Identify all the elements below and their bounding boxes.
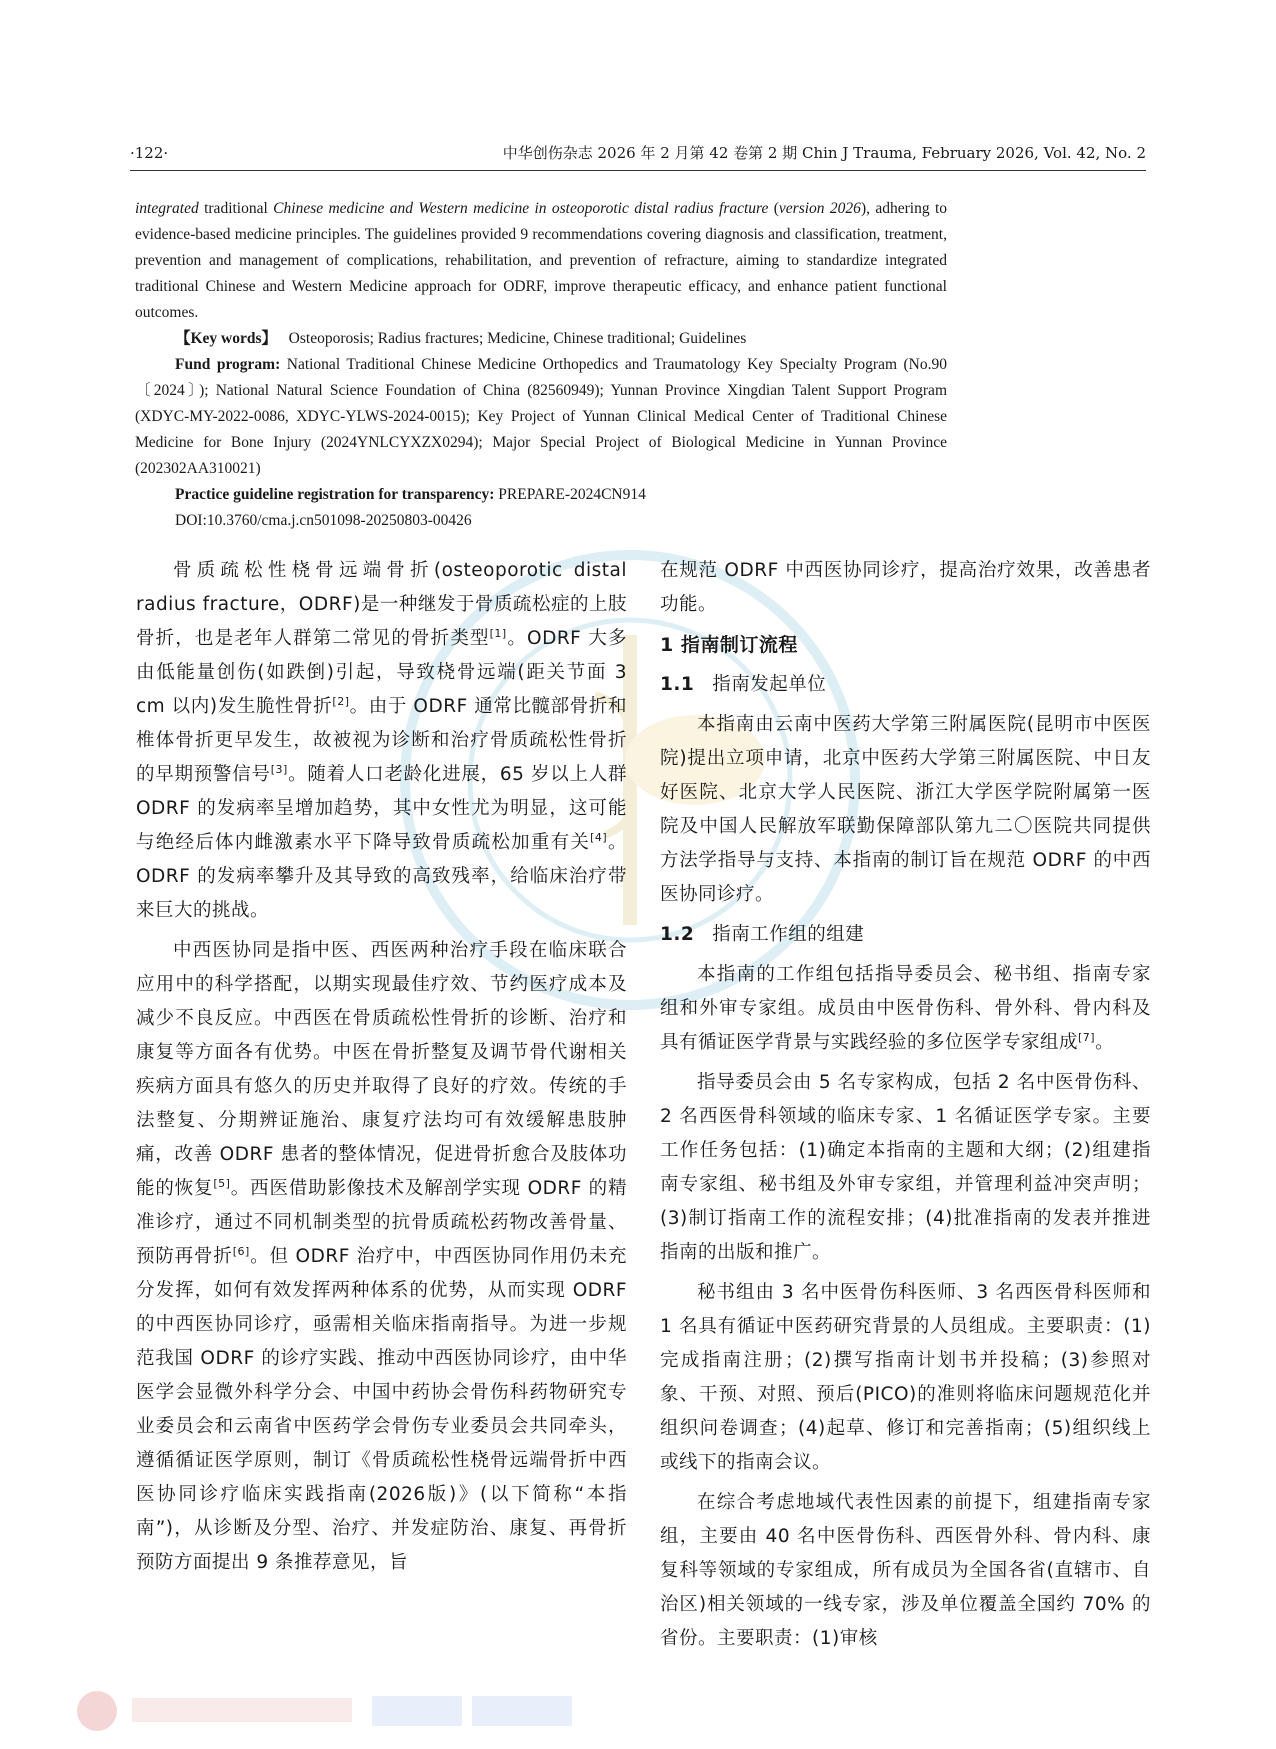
registration-line [135,482,947,508]
section-1-2-paragraph-1: 本指南的工作组包括指导委员会、秘书组、指南专家组和外审专家组。成员由中医骨伤科、骨外科、骨内科及具有循证医学背景与实践经验的多位医学专家组成[7]。 [660,964,1151,1053]
publisher-logo [72,1686,592,1736]
fund-program [135,352,947,482]
citation-6[interactable]: [6] [232,1244,250,1258]
running-head: 中华创伤杂志 2026 年 2 月第 42 卷第 2 期 Chin J Trauma, February 2026, Vol. 42, No. 2 [502,144,1146,162]
subsection-heading-1-1: 1.1 指南发起单位 [660,674,827,695]
citation-7[interactable]: [7] [1078,1030,1096,1044]
citation-5[interactable]: [5] [213,1176,231,1190]
right-column [660,554,1151,1662]
fund-text: National Traditional Chinese Medicine Orthopedics and Traumatology Key Specialty Program (No.90〔2024〕); National Natural Science Foundation of China (82560949); Yunnan Province Xingdian Talent Support Program (XDYC-MY-2022-0086, XDYC-YLWS-2024-0015); Key Project of Yunnan Clinical Medical Center of Traditional Chinese Medicine for Bone Injury (2024YNLCYXZX0294); Major Special Project of Biological Medicine in Yunnan Province (202302AA310021) [135,356,947,477]
registration-value: PREPARE-2024CN914 [498,486,646,503]
header-rule [130,170,1146,171]
intro-paragraph-2: 中西医协同是指中医、西医两种治疗手段在临床联合应用中的科学搭配，以期实现最佳疗效、节约医疗成本及减少不良反应。中西医在骨质疏松性骨折的诊断、治疗和康复等方面各有优势。中医在骨折整复及调节骨代谢相关疾病方面具有悠久的历史并取得了良好的疗效。传统的手法整复、分期辨证施治、康复疗法均可有效缓解患肢肿痛，改善 ODRF 患者的整体情况，促进骨折愈合及肢体功能的恢复[5]。西医借助影像技术及解剖学实现 ODRF 的精准诊疗，通过不同机制类型的抗骨质疏松药物改善骨量、预防再骨折[6]。但 ODRF 治疗中，中西医协同作用仍未充分发挥，如何有效发挥两种体系的优势，从而实现 ODRF 的中西医协同诊疗，亟需相关临床指南指导。为进一步规范我国 ODRF 的诊疗实践、推动中西医协同诊疗，由中华医学会显微外科学分会、中国中药协会骨伤科药物研究专业委员会和云南省中医药学会骨伤专业委员会共同牵头，遵循循证医学原则，制订《骨质疏松性桡骨远端骨折中西医协同诊疗临床实践指南(2026版)》(以下简称“本指南”)，从诊断及分型、治疗、并发症防治、康复、再骨折预防方面提出 9 条推荐意见，旨 [136,940,627,1573]
abstract-continuation: integrated traditional Chinese medicine and Western medicine in osteoporotic distal radius fracture (version 2026), adhering to evidence-based medicine principles. The guidelines provided 9 recommendations covering diagnosis and classification, treatment, prevention and management of complications, rehabilitation, and prevention of refracture, aiming to standardize integrated traditional Chinese and Western Medicine approach for ODRF, improve therapeutic efficacy, and enhance patient functional outcomes. [135,200,948,321]
section-1-1-paragraph: 本指南由云南中医药大学第三附属医院(昆明市中医医院)提出立项申请，北京中医药大学第三附属医院、中日友好医院、北京大学人民医院、浙江大学医学院附属第一医院及中国人民解放军联勤保障部队第九二〇医院共同提供方法学指导与支持、本指南的制订旨在规范 ODRF 的中西医协同诊疗。 [660,714,1151,905]
citation-2[interactable]: [2] [332,694,350,708]
doi-line[interactable]: DOI:10.3760/cma.j.cn501098-20250803-00426 [175,512,472,529]
intro-paragraph-1: 骨质疏松性桡骨远端骨折(osteoporotic distal radius fracture，ODRF)是一种继发于骨质疏松症的上肢骨折，也是老年人群第二常见的骨折类型[1]。ODRF 大多由低能量创伤(如跌倒)引起，导致桡骨远端(距关节面 3 cm 以内)发生脆性骨折[2]。由于 ODRF 通常比髋部骨折和椎体骨折更早发生，故被视为诊断和治疗骨质疏松性骨折的早期预警信号[3]。随着人口老龄化进展，65 岁以上人群 ODRF 的发病率呈增加趋势，其中女性尤为明显，这可能与绝经后体内雌激素水平下降导致骨质疏松加重有关[4]。ODRF 的发病率攀升及其导致的高致残率，给临床治疗带来巨大的挑战。 [136,560,627,921]
section-1-2-paragraph-4: 在综合考虑地域代表性因素的前提下，组建指南专家组，主要由 40 名中医骨伤科、西医骨外科、骨内科、康复科等领域的专家组成，所有成员为全国各省(直辖市、自治区)相关领域的一线专家，涉及单位覆盖全国约 70% 的省份。主要职责：(1)审核 [660,1492,1151,1649]
registration-label: Practice guideline registration for transparency: [175,486,495,503]
citation-1[interactable]: [1] [489,626,507,640]
citation-4[interactable]: [4] [590,830,608,844]
keywords-label: 【Key words】 [175,330,278,347]
fund-label: Fund program: [175,356,281,373]
subsection-heading-1-2: 1.2 指南工作组的组建 [660,924,865,945]
page-number: ·122· [130,144,169,162]
keywords-text: Osteoporosis; Radius fractures; Medicine, Chinese traditional; Guidelines [288,330,747,347]
left-column [136,554,627,1586]
section-1-2-paragraph-2: 指导委员会由 5 名专家构成，包括 2 名中医骨伤科、2 名西医骨科领域的临床专家、1 名循证医学专家。主要工作任务包括：(1)确定本指南的主题和大纲；(2)组建指南专家组、秘书组及外审专家组，并管理利益冲突声明；(3)制订指南工作的流程安排；(4)批准指南的发表并推进指南的出版和推广。 [660,1072,1151,1263]
citation-3[interactable]: [3] [270,762,288,776]
english-abstract [135,196,947,534]
keywords-line [135,326,947,352]
section-heading-1: 1 指南制订流程 [660,634,798,656]
section-1-2-paragraph-3: 秘书组由 3 名中医骨伤科医师、3 名西医骨科医师和 1 名具有循证中医药研究背景的人员组成。主要职责：(1)完成指南注册；(2)撰写指南计划书并投稿；(3)参照对象、干预、对照、预后(PICO)的准则将临床问题规范化并组织问卷调查；(4)起草、修订和完善指南；(5)组织线上或线下的指南会议。 [660,1282,1151,1473]
intro-paragraph-continued: 在规范 ODRF 中西医协同诊疗，提高治疗效果，改善患者功能。 [660,560,1151,615]
